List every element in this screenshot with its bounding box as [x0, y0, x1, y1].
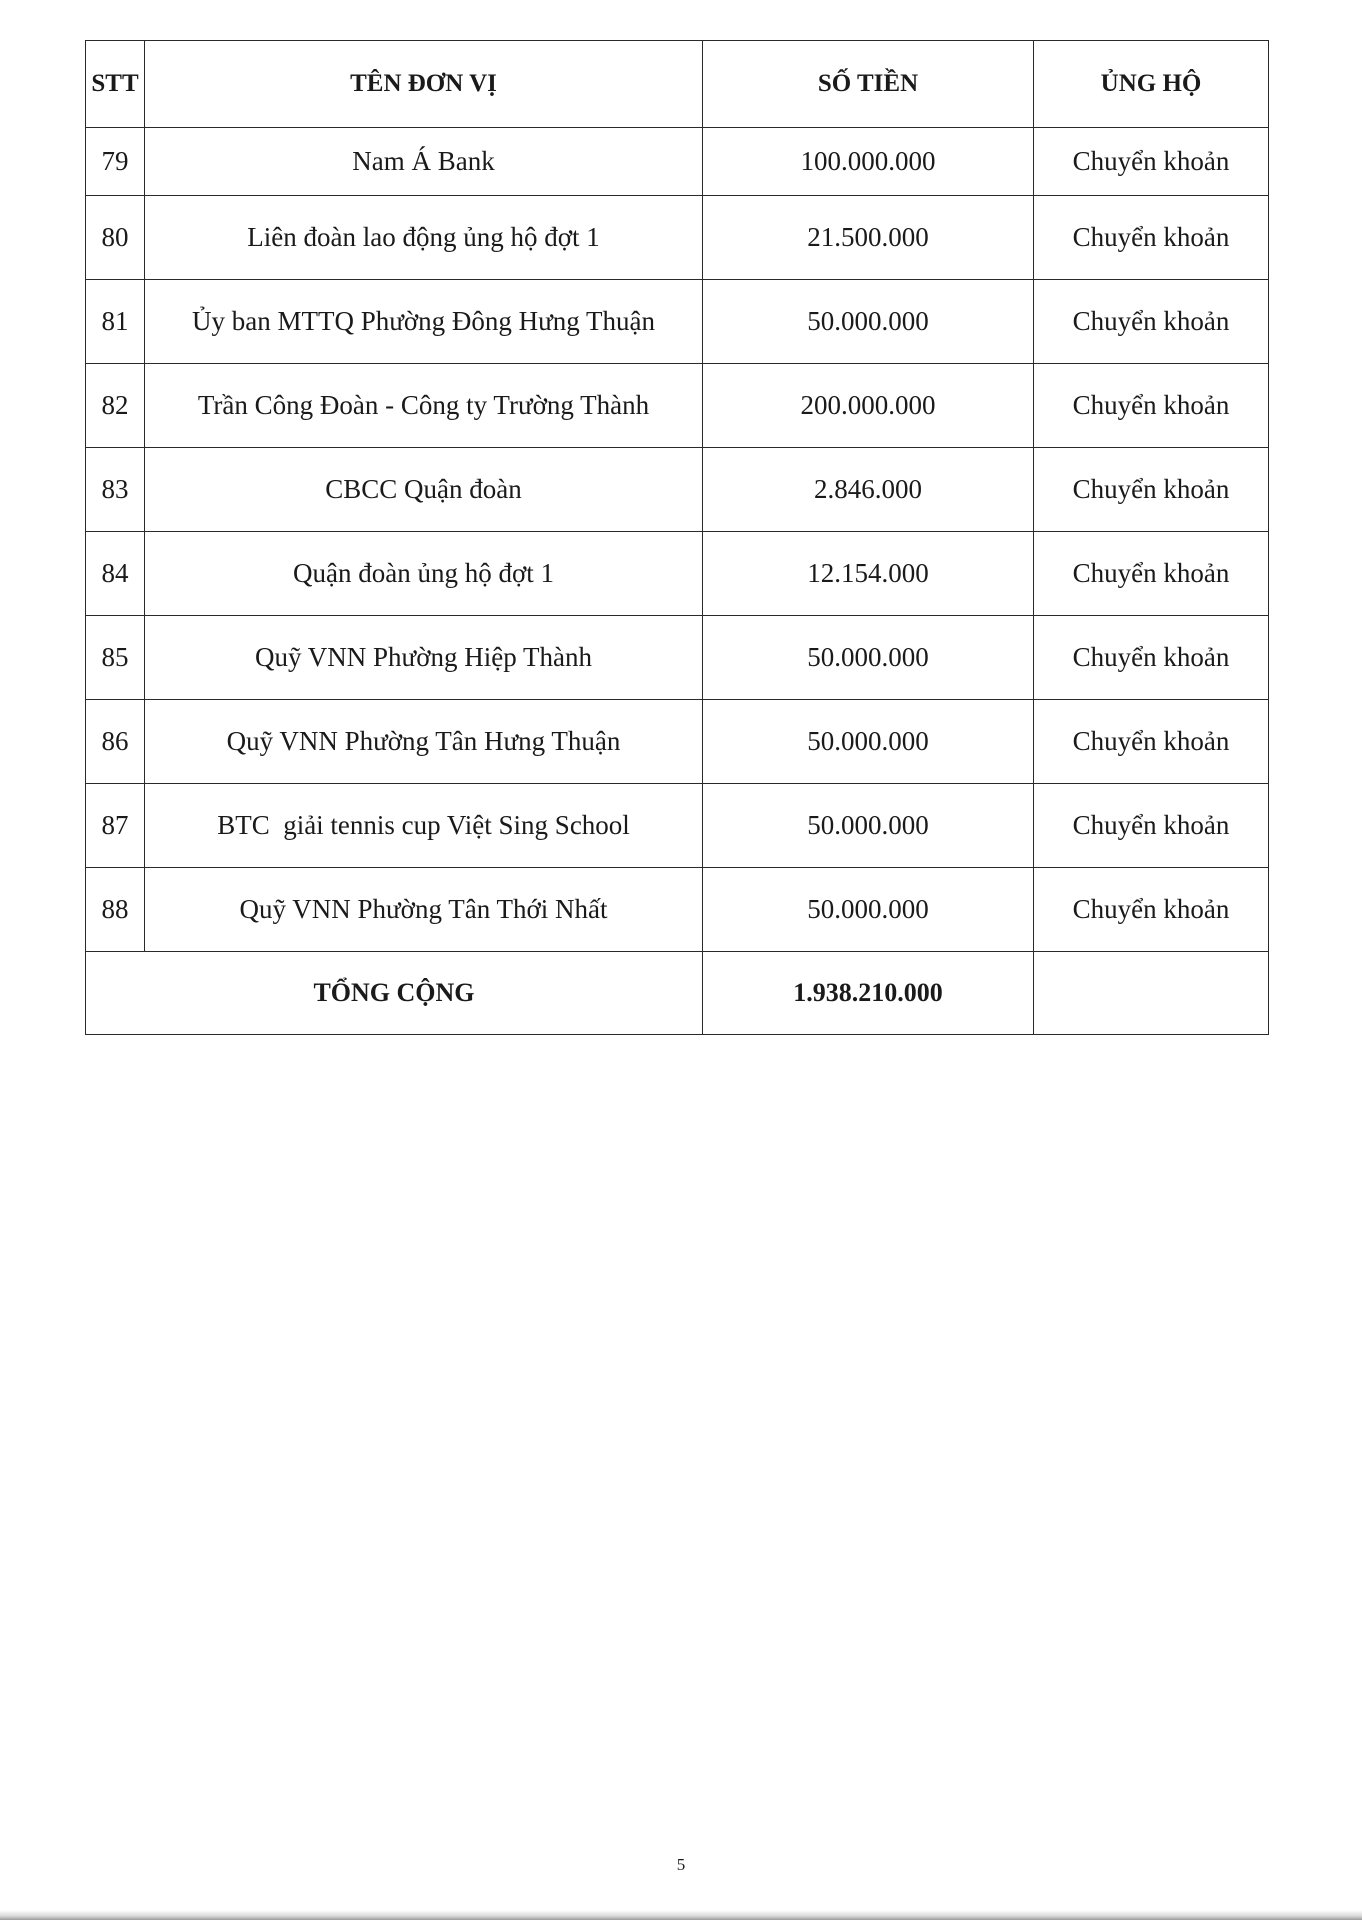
total-empty-cell — [1034, 952, 1269, 1035]
cell-method: Chuyển khoản — [1034, 868, 1269, 952]
cell-name: Quỹ VNN Phường Tân Hưng Thuận — [145, 700, 703, 784]
cell-stt: 80 — [86, 196, 145, 280]
cell-method: Chuyển khoản — [1034, 700, 1269, 784]
cell-amount: 50.000.000 — [703, 868, 1034, 952]
table-row — [86, 616, 1269, 700]
table-row — [86, 532, 1269, 616]
cell-method: Chuyển khoản — [1034, 616, 1269, 700]
cell-name: Trần Công Đoàn - Công ty Trường Thành — [145, 364, 703, 448]
cell-stt: 84 — [86, 532, 145, 616]
cell-method: Chuyển khoản — [1034, 280, 1269, 364]
table-row — [86, 280, 1269, 364]
total-row — [86, 952, 1269, 1035]
cell-amount: 2.846.000 — [703, 448, 1034, 532]
table-row — [86, 784, 1269, 868]
cell-amount: 50.000.000 — [703, 616, 1034, 700]
cell-amount: 200.000.000 — [703, 364, 1034, 448]
cell-name: Nam Á Bank — [145, 128, 703, 196]
cell-name: BTC giải tennis cup Việt Sing School — [145, 784, 703, 868]
cell-method: Chuyển khoản — [1034, 784, 1269, 868]
cell-name: Quỹ VNN Phường Tân Thới Nhất — [145, 868, 703, 952]
table-row — [86, 196, 1269, 280]
cell-stt: 83 — [86, 448, 145, 532]
scan-edge-shadow — [0, 1910, 1362, 1920]
cell-stt: 85 — [86, 616, 145, 700]
header-amount: SỐ TIỀN — [703, 41, 1034, 128]
header-row — [86, 41, 1269, 128]
table-row — [86, 448, 1269, 532]
cell-stt: 86 — [86, 700, 145, 784]
table-row — [86, 364, 1269, 448]
cell-stt: 88 — [86, 868, 145, 952]
cell-method: Chuyển khoản — [1034, 448, 1269, 532]
cell-stt: 79 — [86, 128, 145, 196]
cell-stt: 87 — [86, 784, 145, 868]
table-row — [86, 700, 1269, 784]
total-label: TỔNG CỘNG — [86, 952, 703, 1035]
cell-name: Ủy ban MTTQ Phường Đông Hưng Thuận — [145, 280, 703, 364]
cell-method: Chuyển khoản — [1034, 364, 1269, 448]
cell-name: Quỹ VNN Phường Hiệp Thành — [145, 616, 703, 700]
cell-amount: 12.154.000 — [703, 532, 1034, 616]
cell-amount: 21.500.000 — [703, 196, 1034, 280]
cell-name: CBCC Quận đoàn — [145, 448, 703, 532]
header-method: ỦNG HỘ — [1034, 41, 1269, 128]
donation-table — [85, 40, 1269, 1035]
cell-stt: 81 — [86, 280, 145, 364]
table-footer — [86, 952, 1269, 1035]
table-row — [86, 868, 1269, 952]
cell-method: Chuyển khoản — [1034, 128, 1269, 196]
table-row — [86, 128, 1269, 196]
cell-amount: 100.000.000 — [703, 128, 1034, 196]
cell-name: Quận đoàn ủng hộ đợt 1 — [145, 532, 703, 616]
cell-name: Liên đoàn lao động ủng hộ đợt 1 — [145, 196, 703, 280]
table-body — [86, 128, 1269, 952]
cell-method: Chuyển khoản — [1034, 532, 1269, 616]
table-header — [86, 41, 1269, 128]
cell-amount: 50.000.000 — [703, 700, 1034, 784]
cell-method: Chuyển khoản — [1034, 196, 1269, 280]
cell-amount: 50.000.000 — [703, 280, 1034, 364]
page-number: 5 — [676, 1855, 686, 1874]
total-amount: 1.938.210.000 — [703, 952, 1034, 1035]
header-stt: STT — [86, 41, 145, 128]
header-name: TÊN ĐƠN VỊ — [145, 41, 703, 128]
cell-amount: 50.000.000 — [703, 784, 1034, 868]
cell-stt: 82 — [86, 364, 145, 448]
